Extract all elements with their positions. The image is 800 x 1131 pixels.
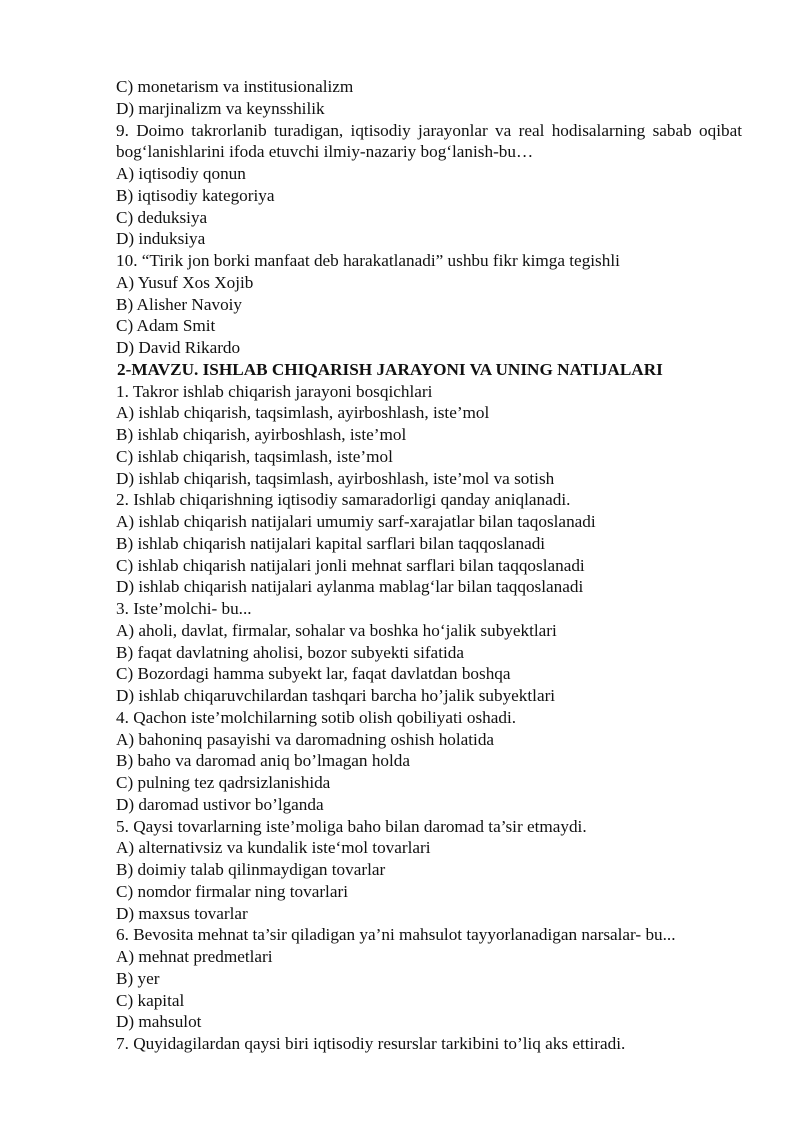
answer-option: B) ishlab chiqarish natijalari kapital sarflari bilan taqqoslanadi bbox=[116, 533, 546, 553]
answer-option: B) doimiy talab qilinmaydigan tovarlar bbox=[116, 860, 386, 879]
answer-option: C) ishlab chiqarish, taqsimlash, iste’mol bbox=[116, 446, 393, 466]
section-heading: 2-MAVZU. ISHLAB CHIQARISH JARAYONI VA UNING NATIJALARI bbox=[117, 359, 663, 379]
answer-option: A) ishlab chiqarish natijalari umumiy sarf-xarajatlar bilan taqoslanadi bbox=[116, 512, 596, 531]
answer-option: B) iqtisodiy kategoriya bbox=[116, 185, 275, 205]
question-9: 9. Doimo takrorlanib turadigan, iqtisodiy jarayonlar va real hodisalarning sabab oqibat bog‘lanishlarini ifoda etuvchi ilmiy-nazariy bog‘lanish-bu… bbox=[116, 120, 742, 162]
answer-option: B) ishlab chiqarish, ayirboshlash, iste’mol bbox=[116, 425, 407, 444]
answer-option: D) maxsus tovarlar bbox=[116, 903, 248, 923]
answer-option: D) mahsulot bbox=[116, 1012, 202, 1032]
answer-option: B) Alisher Navoiy bbox=[116, 294, 243, 314]
answer-option: C) nomdor firmalar ning tovarlari bbox=[116, 881, 348, 901]
answer-option: D) ishlab chiqaruvchilardan tashqari barcha ho’jalik subyektlari bbox=[116, 686, 556, 705]
answer-option: B) faqat davlatning aholisi, bozor subyekti sifatida bbox=[116, 642, 464, 662]
answer-option: A) iqtisodiy qonun bbox=[116, 164, 246, 183]
answer-option: C) pulning tez qadrsizlanishida bbox=[116, 773, 331, 792]
answer-option: A) bahoninq pasayishi va daromadning oshish holatida bbox=[116, 729, 495, 749]
answer-option: A) alternativsiz va kundalik iste‘mol tovarlari bbox=[116, 838, 431, 858]
answer-option: C) Adam Smit bbox=[116, 316, 216, 336]
answer-option: D) ishlab chiqarish natijalari aylanma mablag‘lar bilan taqqoslanadi bbox=[116, 577, 584, 597]
answer-option: B) baho va daromad aniq bo’lmagan holda bbox=[116, 751, 411, 771]
question: 3. Iste’molchi- bu... bbox=[116, 599, 252, 618]
answer-option: C) monetarism va institusionalizm bbox=[116, 77, 354, 96]
answer-option: D) induksiya bbox=[116, 229, 206, 249]
question: 4. Qachon iste’molchilarning sotib olish qobiliyati oshadi. bbox=[116, 707, 517, 727]
answer-option: C) ishlab chiqarish natijalari jonli mehnat sarflari bilan taqqoslanadi bbox=[116, 555, 585, 575]
answer-option: C) deduksiya bbox=[116, 207, 208, 227]
answer-option: A) aholi, davlat, firmalar, sohalar va boshka ho‘jalik subyektlari bbox=[116, 620, 557, 640]
question: 2. Ishlab chiqarishning iqtisodiy samaradorligi qanday aniqlanadi. bbox=[116, 490, 571, 510]
question: 1. Takror ishlab chiqarish jarayoni bosqichlari bbox=[116, 381, 433, 401]
answer-option: D) daromad ustivor bo’lganda bbox=[116, 794, 324, 814]
answer-option: C) kapital bbox=[116, 990, 185, 1010]
answer-option: A) mehnat predmetlari bbox=[116, 947, 273, 966]
question: 7. Quyidagilardan qaysi biri iqtisodiy resurslar tarkibini to’liq aks ettiradi. bbox=[116, 1034, 626, 1053]
answer-option: D) marjinalizm va keynsshilik bbox=[116, 98, 325, 118]
answer-option: D) David Rikardo bbox=[116, 338, 241, 357]
answer-option: A) Yusuf Xos Xojib bbox=[116, 272, 254, 292]
answer-option: C) Bozordagi hamma subyekt lar, faqat davlatdan boshqa bbox=[116, 664, 511, 684]
answer-option: D) ishlab chiqarish, taqsimlash, ayirboshlash, iste’mol va sotish bbox=[116, 468, 555, 488]
answer-option: A) ishlab chiqarish, taqsimlash, ayirboshlash, iste’mol bbox=[116, 403, 490, 423]
question-10: 10. “Tirik jon borki manfaat deb harakatlanadi” ushbu fikr kimga tegishli bbox=[116, 251, 620, 270]
question: 6. Bevosita mehnat ta’sir qiladigan ya’ni mahsulot tayyorlanadigan narsalar- bu... bbox=[116, 925, 676, 945]
document-page bbox=[116, 76, 742, 1055]
answer-option: B) yer bbox=[116, 968, 160, 988]
question: 5. Qaysi tovarlarning iste’moliga baho bilan daromad ta’sir etmaydi. bbox=[116, 816, 587, 836]
